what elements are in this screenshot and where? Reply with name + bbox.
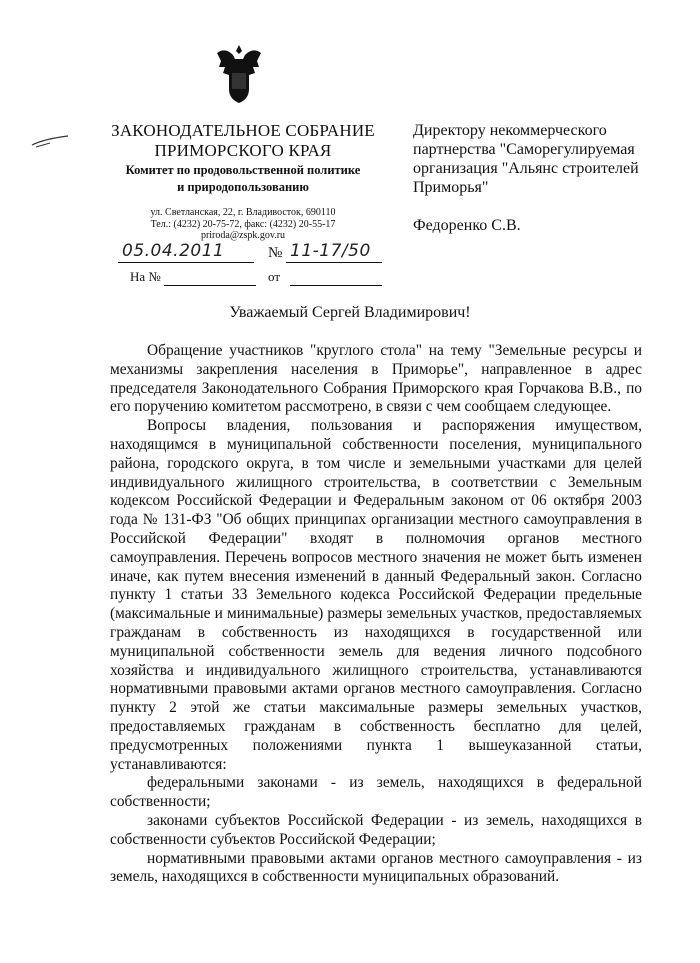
address: ул. Светланская, 22, г. Владивосток, 690110 (150, 207, 336, 218)
recipient-line2: партнерства "Саморегулируемая (413, 141, 635, 158)
recipient-name: Федоренко С.В. (413, 217, 521, 234)
recipient-line4: Приморья" (413, 179, 489, 196)
salutation: Уважаемый Сергей Владимирович! (229, 304, 471, 321)
number-label: № (268, 245, 283, 261)
coat-of-arms-emblem (213, 43, 265, 105)
date-underline (118, 262, 254, 263)
body-paragraph: Вопросы владения, пользования и распоряжения имуществом, находящимся в муниципальной собственности поселения, муниципального района, городского округа, в том числе и земельными участками для целей индивидуального жилищного строительства, в соответствии с Земельным кодексом Российской Федерации и Федеральным законом от 06 октября 2003 года № 131-ФЗ "Об общих принципах организации местного самоуправления в Российской Федерации" входят в полномочия органов местного самоуправления. Перечень вопросов местного значения не может быть изменен иначе, как путем внесения изменений в данный Федеральный закон. Согласно пункту 1 статьи 33 Земельного кодекса Российской Федерации предельные (максимальные и минимальные) размеры земельных участков, предоставляемых гражданам в собственность из находящихся в государственной или муниципальной собственности земель для ведения личного подсобного хозяйства и индивидуального жилищного строительства, устанавливаются нормативными правовыми актами органов местного самоуправления. Согласно пункту 2 этой же статьи максимальные размеры земельных участков, предоставляемых гражданам в собственность бесплатно для целей, предусмотренных положениями пункта 1 вышеуказанной статьи, устанавливаются: (110, 417, 642, 773)
sender-block (98, 121, 388, 242)
from-label: от (268, 269, 281, 284)
number-underline (286, 262, 382, 263)
committee-line2: и природопользованию (177, 180, 309, 194)
body-paragraph: законами субъектов Российской Федерации - из земель, находящихся в собственности субъектов Российской Федерации; (110, 811, 642, 848)
reply-to-label: На № (130, 269, 161, 284)
body-paragraph: Обращение участников "круглого стола" на тему "Земельные ресурсы и механизмы закрепления населения в Приморье", направленное в адрес председателя Законодательного Собрания Приморского края Горчакова В.В., по его поручению комитетом рассмотрено, в связи с чем сообщаем следующее. (110, 342, 642, 416)
committee-line1: Комитет по продовольственной политике (125, 163, 361, 177)
outgoing-date: 05.04.2011 (122, 241, 225, 261)
email: priroda@zspk.gov.ru (200, 230, 286, 241)
outgoing-number: 11-17/50 (290, 241, 371, 261)
recipient-block (413, 121, 683, 235)
reply-number-line (164, 285, 256, 286)
recipient-line1: Директору некоммерческого (413, 122, 607, 139)
org-name-line1: ЗАКОНОДАТЕЛЬНОЕ СОБРАНИЕ (111, 121, 375, 140)
letter-body (110, 342, 642, 887)
contacts-block (98, 207, 388, 242)
body-paragraph: нормативными правовыми актами органов местного самоуправления - из земель, находящихся в собственности муниципальных образований. (110, 849, 642, 886)
org-name-line2: ПРИМОРСКОГО КРАЯ (154, 141, 332, 160)
margin-pen-mark (30, 133, 70, 149)
reply-date-line (290, 285, 382, 286)
recipient-line3: организация "Альянс строителей (413, 160, 639, 177)
phone-fax: Тел.: (4232) 20-75-72, факс: (4232) 20-55-17 (150, 218, 336, 230)
body-paragraph: федеральными законами - из земель, находящихся в федеральной собственности; (110, 774, 642, 811)
